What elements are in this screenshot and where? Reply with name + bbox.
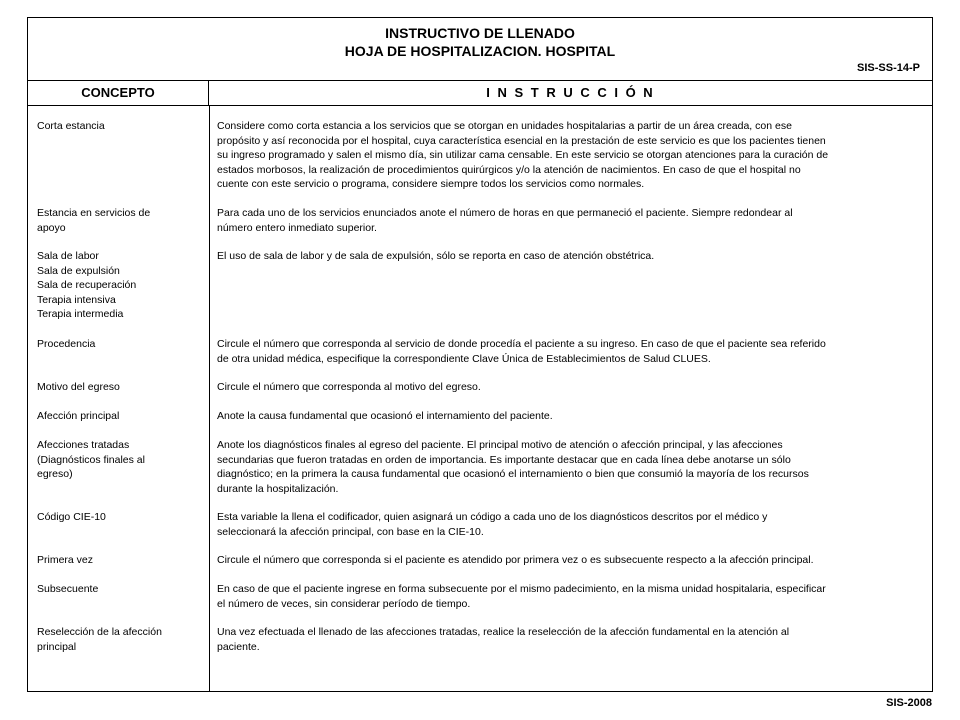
instruction-line: secundarias que fueron tratadas en orden de importancia. Es importante destacar que en cada línea debe anotarse un sólo bbox=[217, 453, 791, 466]
concept-cell bbox=[37, 625, 202, 654]
instruction-cell bbox=[217, 553, 922, 568]
concept-cell bbox=[37, 553, 202, 568]
instruction-cell bbox=[217, 206, 922, 235]
instruction-cell bbox=[217, 625, 922, 654]
concept-line: Primera vez bbox=[37, 554, 94, 566]
concept-line: Afecciones tratadas bbox=[37, 439, 130, 451]
concept-line: Reselección de la afección bbox=[37, 626, 162, 638]
concept-line: Código CIE-10 bbox=[37, 511, 106, 523]
instruction-cell bbox=[217, 510, 922, 539]
instruction-cell bbox=[217, 438, 922, 496]
concept-cell bbox=[37, 380, 202, 395]
concept-line: Procedencia bbox=[37, 338, 96, 350]
instruction-line: Circule el número que corresponda al motivo del egreso. bbox=[217, 381, 481, 393]
concept-line: Sala de expulsión bbox=[37, 264, 120, 277]
concept-line: Terapia intensiva bbox=[37, 293, 116, 306]
instruction-cell bbox=[217, 249, 922, 264]
instruction-line: cuente con este servicio o programa, considere siempre todos los servicios como normales. bbox=[217, 178, 645, 190]
concept-cell bbox=[37, 438, 202, 482]
instruction-line: estados morbosos, la realización de procedimientos quirúrgicos y/o la atención de nacimientos. En caso de que el hospital no bbox=[217, 163, 801, 176]
instruction-cell bbox=[217, 119, 922, 192]
instruction-line: paciente. bbox=[217, 640, 260, 653]
column-header-instruction: I N S T R U C C I Ó N bbox=[486, 85, 655, 100]
concept-cell bbox=[37, 249, 202, 322]
instruction-line: de otra unidad médica, especifique la correspondiente Clave Única de Establecimientos de Salud CLUES. bbox=[217, 352, 711, 365]
instruction-line: número entero inmediato superior. bbox=[217, 221, 377, 234]
instruction-cell bbox=[217, 409, 922, 424]
concept-line: Estancia en servicios de bbox=[37, 207, 151, 219]
instruction-line: Anote la causa fundamental que ocasionó el internamiento del paciente. bbox=[217, 410, 553, 422]
instruction-line: seleccionará la afección principal, con base en la CIE-10. bbox=[217, 525, 484, 538]
concept-line: Afección principal bbox=[37, 410, 120, 422]
concept-line: Terapia intermedia bbox=[37, 308, 124, 320]
column-divider bbox=[209, 106, 210, 691]
document-title: INSTRUCTIVO DE LLENADO bbox=[385, 25, 575, 41]
concept-line: principal bbox=[37, 640, 77, 653]
form-code: SIS-SS-14-P bbox=[857, 62, 920, 74]
instruction-line: Para cada uno de los servicios enunciados anote el número de horas en que permaneció el paciente. Siempre redondear al bbox=[217, 207, 793, 219]
instruction-line: diagnóstico; en la primera la causa fundamental que ocasionó el internamiento o bien que consumió la mayoría de los recursos bbox=[217, 468, 809, 480]
instruction-line: Considere como corta estancia a los servicios que se otorgan en unidades hospitalarias a partir de un área creada, con ese bbox=[217, 120, 792, 132]
instruction-line: El uso de sala de labor y de sala de expulsión, sólo se reporta en caso de atención obstétrica. bbox=[217, 250, 655, 262]
concept-cell bbox=[37, 337, 202, 352]
concept-line: Motivo del egreso bbox=[37, 381, 120, 393]
concept-line: Sala de labor bbox=[37, 250, 99, 262]
instruction-line: Circule el número que corresponda si el paciente es atendido por primera vez o es subsecuente respecto a la afección principal. bbox=[217, 554, 814, 566]
concept-line: egreso) bbox=[37, 468, 73, 480]
instruction-cell bbox=[217, 582, 922, 611]
concept-line: (Diagnósticos finales al bbox=[37, 453, 145, 466]
document-frame bbox=[27, 17, 933, 692]
concept-line: Corta estancia bbox=[37, 120, 105, 132]
instruction-line: Esta variable la llena el codificador, quien asignará un código a cada uno de los diagnósticos descritos por el médico y bbox=[217, 511, 768, 523]
instruction-line: el número de veces, sin considerar período de tiempo. bbox=[217, 597, 471, 610]
instruction-line: Anote los diagnósticos finales al egreso del paciente. El principal motivo de atención o afección principal, y las afecciones bbox=[217, 439, 783, 451]
title-block bbox=[28, 18, 932, 81]
instruction-line: su ingreso programado y salen el mismo día, sin utilizar cama censable. En este servicio se otorgan atenciones para la curación de bbox=[217, 149, 829, 161]
concept-cell bbox=[37, 206, 202, 235]
instruction-line: propósito y así reconocida por el hospital, cuya característica esencial en la prestación de este servicio es que los pacientes tienen bbox=[217, 134, 826, 147]
instruction-cell bbox=[217, 380, 922, 395]
instruction-cell bbox=[217, 337, 922, 366]
concept-cell bbox=[37, 409, 202, 424]
concept-cell bbox=[37, 582, 202, 597]
instruction-line: En caso de que el paciente ingrese en forma subsecuente por el mismo padecimiento, en la misma unidad hospitalaria, especificar bbox=[217, 583, 826, 595]
concept-line: Subsecuente bbox=[37, 583, 99, 595]
concept-cell bbox=[37, 510, 202, 525]
instruction-line: Una vez efectuada el llenado de las afecciones tratadas, realice la reselección de la afección fundamental en la atención al bbox=[217, 626, 790, 638]
concept-line: Sala de recuperación bbox=[37, 279, 137, 291]
instruction-line: durante la hospitalización. bbox=[217, 482, 339, 495]
table-header bbox=[28, 81, 932, 106]
footer-code: SIS-2008 bbox=[886, 697, 932, 709]
instruction-line: Circule el número que corresponda al servicio de donde procedía el paciente a su ingreso. En caso de que el paciente sea referido bbox=[217, 338, 826, 350]
concept-line: apoyo bbox=[37, 221, 66, 234]
concept-cell bbox=[37, 119, 202, 134]
column-header-concept: CONCEPTO bbox=[28, 81, 209, 105]
document-subtitle: HOJA DE HOSPITALIZACION. HOSPITAL bbox=[344, 43, 616, 59]
